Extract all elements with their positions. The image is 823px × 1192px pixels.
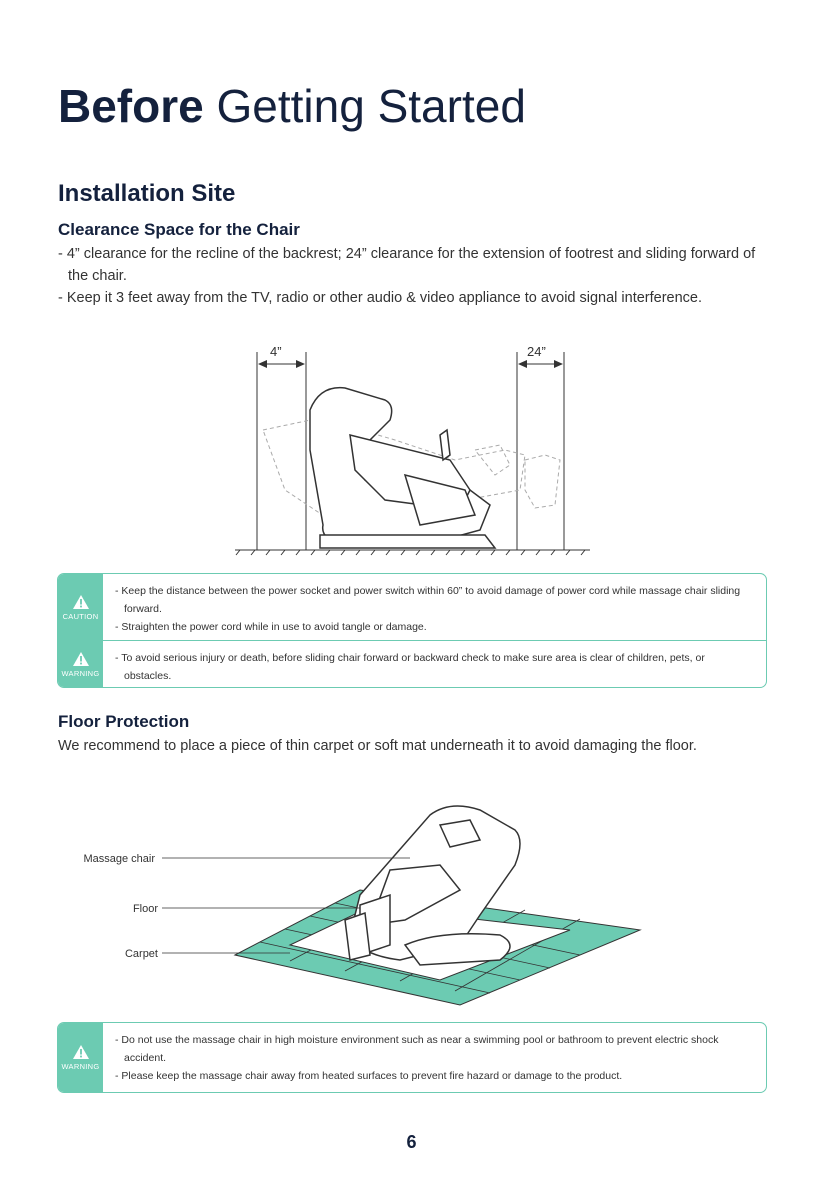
- caution-line-1: - Keep the distance between the power socket and power switch within 60” to avoid damage of power cord while massage chair sliding forward.: [115, 585, 741, 615]
- caution-line-2: - Straighten the power cord while in use to avoid tangle or damage.: [115, 621, 427, 633]
- warning-triangle-icon: [72, 594, 90, 610]
- dim-label-left: 4”: [270, 344, 282, 359]
- warning-triangle-icon: [72, 1044, 90, 1060]
- moisture-warning-text: [103, 1023, 766, 1092]
- moisture-warning-badge: [58, 1023, 103, 1092]
- clearance-bullets: [58, 243, 778, 309]
- caution-row: [58, 574, 766, 640]
- clearance-heading: Clearance Space for the Chair: [58, 220, 300, 239]
- floor-protection-text: We recommend to place a piece of thin carpet or soft mat underneath it to avoid damaging the floor.: [58, 738, 697, 754]
- moisture-warning-line-1: - Do not use the massage chair in high moisture environment such as near a swimming pool or bathroom to prevent electric shock accident.: [115, 1034, 719, 1064]
- chair-outline: [310, 388, 495, 548]
- warning-line-1: - To avoid serious injury or death, before sliding chair forward or backward check to make sure area is clear of children, pets, or obstacles.: [115, 652, 705, 682]
- page-title-bold: Before: [58, 80, 204, 132]
- clearance-bullet-1: - 4” clearance for the recline of the backrest; 24” clearance for the extension of footrest and sliding forward of the chair.: [58, 246, 756, 284]
- page-number: 6: [406, 1132, 417, 1152]
- floor-protection-heading: Floor Protection: [58, 712, 190, 731]
- caution-warning-box: [57, 573, 767, 688]
- label-carpet: Carpet: [124, 948, 158, 960]
- warning-label: WARNING: [61, 668, 100, 678]
- installation-site-heading: Installation Site: [58, 180, 236, 207]
- warning-triangle-icon: [72, 651, 90, 667]
- warning-row: [58, 640, 766, 687]
- warning-badge: [58, 641, 103, 687]
- page-title: [58, 78, 526, 134]
- clearance-diagram: [225, 340, 600, 560]
- caution-text: [103, 574, 766, 640]
- label-floor: Floor: [132, 903, 158, 915]
- massage-chair-illustration: [345, 806, 520, 965]
- moisture-warning-line-2: - Please keep the massage chair away from heated surfaces to prevent fire hazard or damage to the product.: [115, 1070, 623, 1082]
- page-title-rest: Getting Started: [203, 80, 526, 132]
- caution-badge: [58, 574, 103, 640]
- moisture-warning-label: WARNING: [61, 1062, 100, 1071]
- moisture-warning-row: [58, 1023, 766, 1092]
- dim-label-right: 24”: [527, 344, 546, 359]
- floor-hatch: [236, 550, 585, 555]
- label-massage-chair: Massage chair: [83, 853, 155, 865]
- floor-diagram: [60, 795, 660, 1015]
- moisture-warning-box: [57, 1022, 767, 1093]
- warning-text: [103, 641, 766, 687]
- clearance-bullet-2: - Keep it 3 feet away from the TV, radio or other audio & video appliance to avoid signal interference.: [58, 290, 703, 306]
- caution-label: CAUTION: [62, 611, 99, 621]
